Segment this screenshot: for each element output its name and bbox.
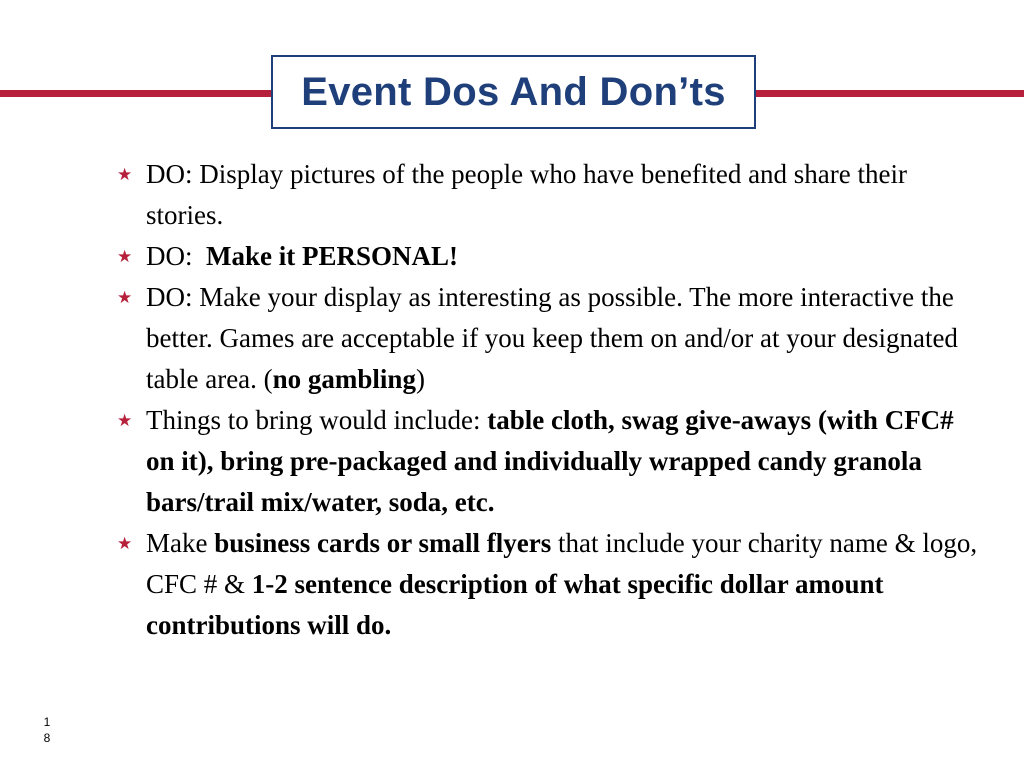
- bullet-item: [112, 400, 982, 523]
- slide-title: Event Dos And Don’ts: [301, 69, 726, 114]
- bullet-text-bold: 1-2 sentence description of what specific dollar amount contributions will do.: [146, 569, 884, 640]
- bullet-item: [112, 154, 982, 236]
- bullet-text: that include your charity name & logo, CFC # &: [146, 528, 978, 599]
- bullet-text: DO: Display pictures of the people who have benefited and share their stories.: [146, 159, 907, 230]
- bullet-item: [112, 277, 982, 400]
- bullet-text: DO:: [146, 241, 206, 271]
- header-rule-left: [0, 90, 272, 97]
- star-icon: ★: [117, 288, 133, 307]
- bullet-item: [112, 236, 982, 277]
- page-number: [40, 714, 54, 746]
- bullet-text-bold: Make it PERSONAL!: [206, 241, 458, 271]
- bullet-text: ): [415, 364, 425, 394]
- bullet-text: Things to bring would include:: [146, 405, 488, 435]
- star-icon: ★: [117, 534, 133, 553]
- bullet-text: DO: Make your display as interesting as possible. The more interactive the better. Games are acceptable if you keep them on and/or at your designated table area. (: [146, 282, 958, 394]
- page-number-digit: 8: [43, 731, 51, 745]
- page-number-digit: 1: [43, 715, 51, 729]
- header-rule-right: [756, 90, 1024, 97]
- star-icon: ★: [117, 411, 133, 430]
- bullet-text: Make: [146, 528, 215, 558]
- bullet-text-bold: business cards or small flyers: [214, 528, 552, 558]
- bullet-item: [112, 523, 982, 646]
- star-icon: ★: [117, 247, 133, 266]
- star-icon: ★: [117, 165, 133, 184]
- bullet-list: [112, 154, 982, 646]
- bullet-text-bold: table cloth, swag give-aways (with CFC# on it), bring pre-packaged and individually wrapped candy granola bars/trail mix/water, soda, etc.: [146, 405, 954, 517]
- title-box: [271, 55, 756, 129]
- bullet-text-bold: no gambling: [272, 364, 416, 394]
